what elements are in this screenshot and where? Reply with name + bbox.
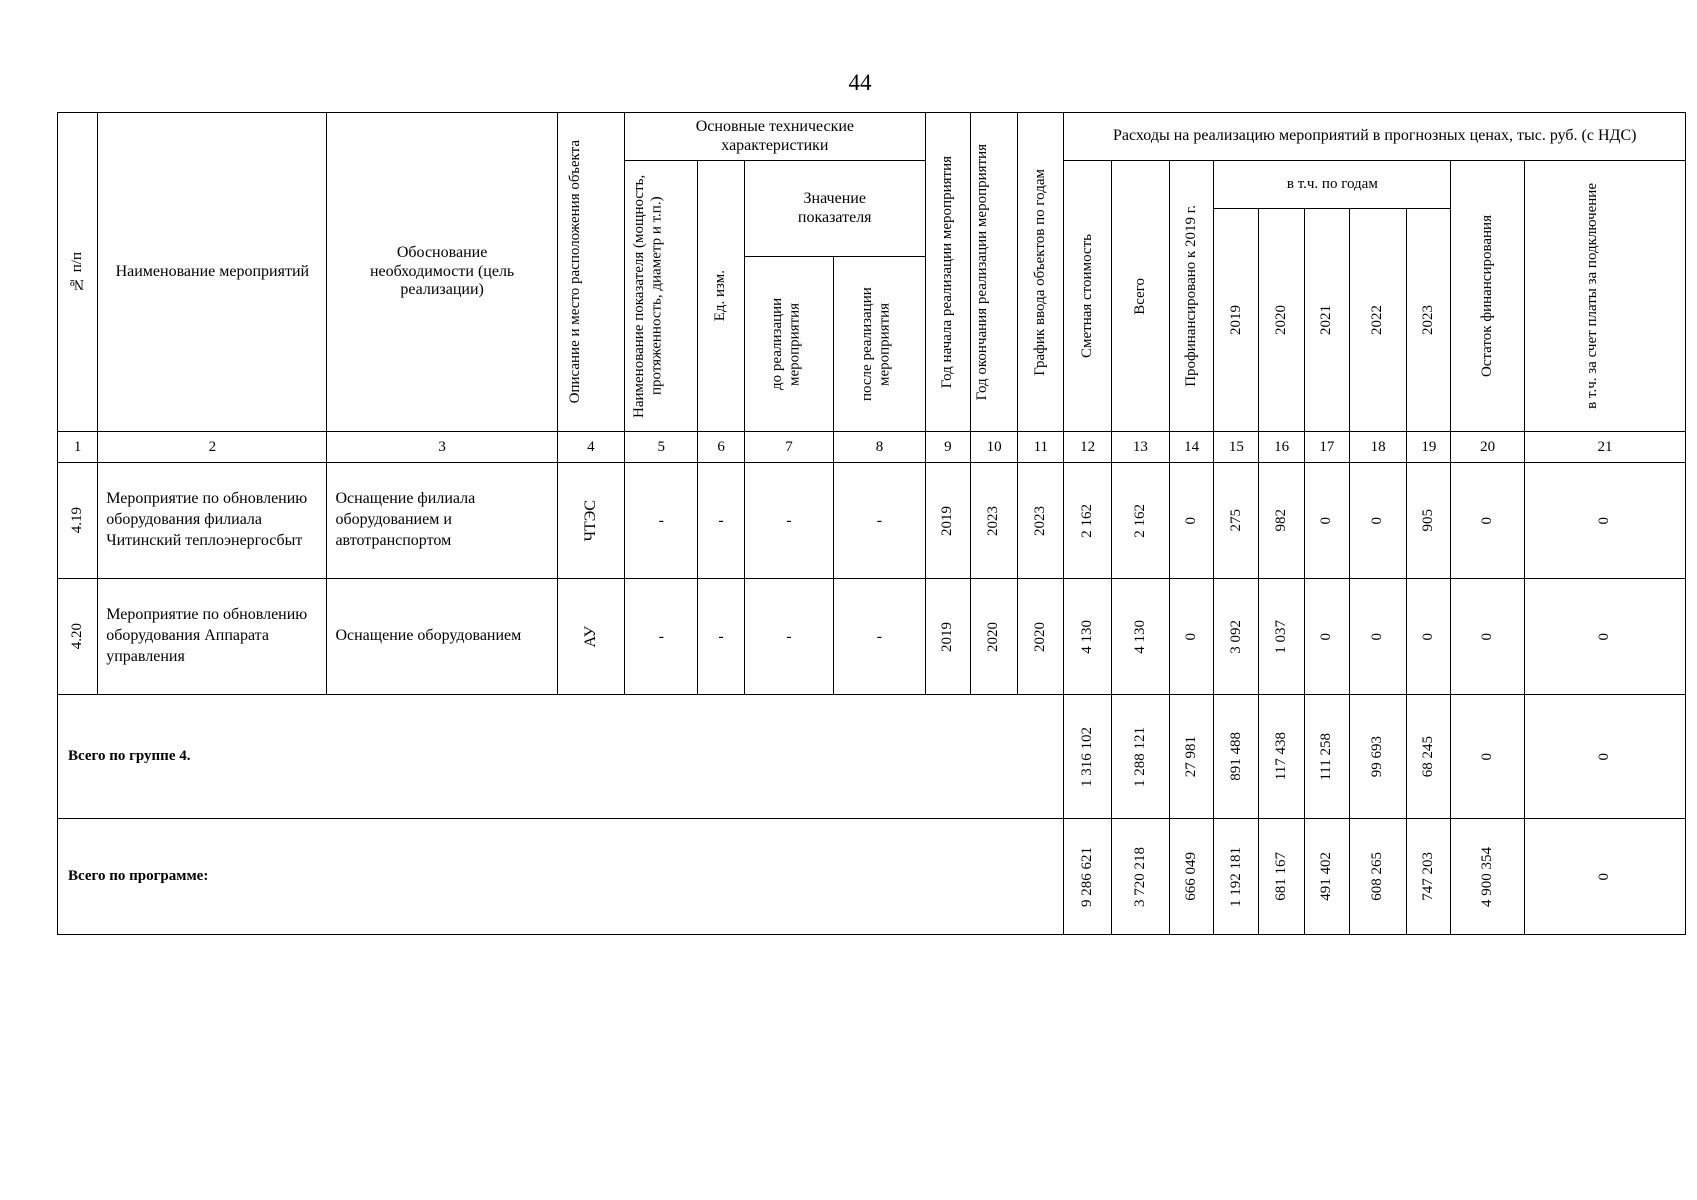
total-y2021: 111 258 — [1304, 695, 1349, 819]
header-total: Всего — [1111, 161, 1169, 432]
row-unit: - — [698, 463, 744, 579]
row-name: Мероприятие по обновлению оборудования Аппарата управления — [98, 579, 327, 695]
row-y2019: 275 — [1214, 463, 1259, 579]
investment-program-table — [57, 112, 1686, 935]
row-y2019: 3 092 — [1214, 579, 1259, 695]
header-year-2023: 2023 — [1407, 209, 1451, 432]
header-year-2019: 2019 — [1214, 209, 1259, 432]
header-location: Описание и место расположения объекта — [557, 113, 624, 432]
row-total: 2 162 — [1111, 463, 1169, 579]
total-remaining: 4 900 354 — [1451, 819, 1524, 935]
col-num: 21 — [1524, 432, 1685, 463]
col-num: 19 — [1407, 432, 1451, 463]
row-connection-fee: 0 — [1524, 579, 1685, 695]
col-num: 4 — [557, 432, 624, 463]
total-label: Всего по программе: — [58, 819, 1064, 935]
row-after: - — [834, 463, 926, 579]
total-y2022: 99 693 — [1349, 695, 1406, 819]
total-row-group — [58, 695, 1686, 819]
total-y2019: 891 488 — [1214, 695, 1259, 819]
col-num: 16 — [1259, 432, 1304, 463]
total-row-program — [58, 819, 1686, 935]
total-y2023: 68 245 — [1407, 695, 1451, 819]
row-y2022: 0 — [1349, 579, 1406, 695]
col-num: 9 — [925, 432, 970, 463]
header-estimated-cost: Сметная стоимость — [1064, 161, 1111, 432]
row-location: ЧТЭС — [557, 463, 624, 579]
row-num: 4.19 — [58, 463, 98, 579]
total-label: Всего по группе 4. — [58, 695, 1064, 819]
total-estimated-cost: 1 316 102 — [1064, 695, 1111, 819]
row-justification: Оснащение оборудованием — [327, 579, 557, 695]
col-num: 11 — [1018, 432, 1064, 463]
row-location: АУ — [557, 579, 624, 695]
col-num: 8 — [834, 432, 926, 463]
row-financed: 0 — [1170, 579, 1214, 695]
col-num: 10 — [970, 432, 1017, 463]
row-indicator-name: - — [625, 579, 698, 695]
header-year-2020: 2020 — [1259, 209, 1304, 432]
col-num: 1 — [58, 432, 98, 463]
row-y2023: 0 — [1407, 579, 1451, 695]
header-remaining: Остаток финансирования — [1451, 161, 1524, 432]
header-by-years: в т.ч. по годам — [1214, 161, 1451, 209]
total-y2019: 1 192 181 — [1214, 819, 1259, 935]
row-remaining: 0 — [1451, 579, 1524, 695]
row-remaining: 0 — [1451, 463, 1524, 579]
column-number-row — [58, 432, 1686, 463]
col-num: 18 — [1349, 432, 1406, 463]
row-name: Мероприятие по обновлению оборудования филиала Читинский теплоэнергосбыт — [98, 463, 327, 579]
page-number: 44 — [848, 70, 872, 95]
header-unit: Ед. изм. — [698, 161, 744, 432]
row-estimated-cost: 4 130 — [1064, 579, 1111, 695]
col-num: 15 — [1214, 432, 1259, 463]
total-financed: 666 049 — [1170, 819, 1214, 935]
row-unit: - — [698, 579, 744, 695]
row-before: - — [744, 579, 833, 695]
header-year-2021: 2021 — [1304, 209, 1349, 432]
total-y2023: 747 203 — [1407, 819, 1451, 935]
header-name: Наименование мероприятий — [98, 113, 327, 432]
col-num: 3 — [327, 432, 557, 463]
row-estimated-cost: 2 162 — [1064, 463, 1111, 579]
row-end-year: 2020 — [970, 579, 1017, 695]
row-justification: Оснащение филиала оборудованием и автотранспортом — [327, 463, 557, 579]
total-remaining: 0 — [1451, 695, 1524, 819]
col-num: 6 — [698, 432, 744, 463]
total-connection-fee: 0 — [1524, 695, 1685, 819]
row-indicator-name: - — [625, 463, 698, 579]
row-y2021: 0 — [1304, 463, 1349, 579]
header-indicator-name: Наименование показателя (мощность, протяженность, диаметр и т.п.) — [625, 161, 698, 432]
total-financed: 27 981 — [1170, 695, 1214, 819]
row-y2023: 905 — [1407, 463, 1451, 579]
header-justification: Обоснование необходимости (цель реализации) — [327, 113, 557, 432]
row-end-year: 2023 — [970, 463, 1017, 579]
total-y2021: 491 402 — [1304, 819, 1349, 935]
header-num: № п/п — [58, 113, 98, 432]
row-before: - — [744, 463, 833, 579]
total-total: 3 720 218 — [1111, 819, 1169, 935]
header-expenses-group: Расходы на реализацию мероприятий в прогнозных ценах, тыс. руб. (с НДС) — [1064, 113, 1686, 161]
row-start-year: 2019 — [925, 579, 970, 695]
table-row — [58, 579, 1686, 695]
total-y2020: 681 167 — [1259, 819, 1304, 935]
total-total: 1 288 121 — [1111, 695, 1169, 819]
row-y2020: 982 — [1259, 463, 1304, 579]
header-end-year: Год окончания реализации мероприятия — [970, 113, 1017, 432]
row-after: - — [834, 579, 926, 695]
row-schedule: 2020 — [1018, 579, 1064, 695]
col-num: 12 — [1064, 432, 1111, 463]
table-row — [58, 463, 1686, 579]
total-connection-fee: 0 — [1524, 819, 1685, 935]
row-y2021: 0 — [1304, 579, 1349, 695]
row-connection-fee: 0 — [1524, 463, 1685, 579]
col-num: 20 — [1451, 432, 1524, 463]
row-num: 4.20 — [58, 579, 98, 695]
header-start-year: Год начала реализации мероприятия — [925, 113, 970, 432]
header-connection-fee: в т.ч. за счет платы за подключение — [1524, 161, 1685, 432]
header-tech-group: Основные технические характеристики — [625, 113, 926, 161]
total-estimated-cost: 9 286 621 — [1064, 819, 1111, 935]
header-before: до реализации мероприятия — [744, 257, 833, 432]
col-num: 5 — [625, 432, 698, 463]
row-total: 4 130 — [1111, 579, 1169, 695]
total-y2020: 117 438 — [1259, 695, 1304, 819]
col-num: 17 — [1304, 432, 1349, 463]
col-num: 13 — [1111, 432, 1169, 463]
row-financed: 0 — [1170, 463, 1214, 579]
header-year-2022: 2022 — [1349, 209, 1406, 432]
row-start-year: 2019 — [925, 463, 970, 579]
row-y2022: 0 — [1349, 463, 1406, 579]
row-schedule: 2023 — [1018, 463, 1064, 579]
total-y2022: 608 265 — [1349, 819, 1406, 935]
header-after: после реализации мероприятия — [834, 257, 926, 432]
col-num: 2 — [98, 432, 327, 463]
col-num: 14 — [1170, 432, 1214, 463]
header-financed: Профинансировано к 2019 г. — [1170, 161, 1214, 432]
row-y2020: 1 037 — [1259, 579, 1304, 695]
header-indicator-value: Значение показателя — [744, 161, 925, 257]
header-schedule: График ввода объектов по годам — [1018, 113, 1064, 432]
col-num: 7 — [744, 432, 833, 463]
